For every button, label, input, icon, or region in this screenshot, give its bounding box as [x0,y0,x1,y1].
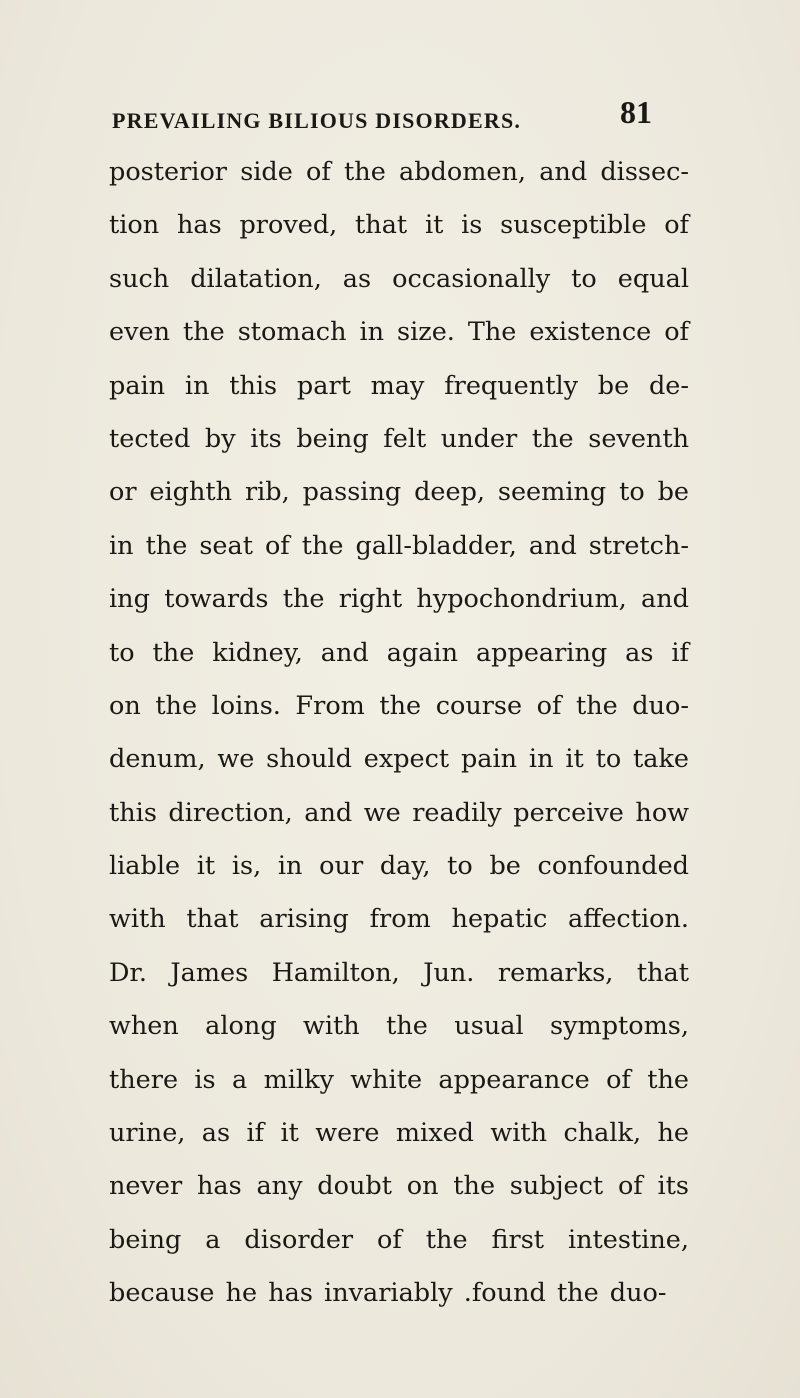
text-line: there is a milky white appearance of the [109,1064,689,1095]
text-line: pain in this part may frequently be de- [109,370,689,401]
page-number: 81 [620,94,652,130]
text-line: or eighth rib, passing deep, seeming to be [109,477,689,508]
text-line: in the seat of the gall-bladder, and stretch- [109,530,689,561]
text-line: on the loins. From the course of the duo- [109,690,689,721]
text-line: never has any doubt on the subject of its [109,1171,689,1202]
text-line: such dilatation, as occasionally to equal [109,263,689,294]
running-title: PREVAILING BILIOUS DISORDERS. [112,108,522,133]
text-line: to the kidney, and again appearing as if [109,637,689,668]
text-line: when along with the usual symptoms, [109,1011,689,1042]
text-line: being a disorder of the first intestine, [109,1224,689,1255]
text-line: Dr. James Hamilton, Jun. remarks, that [109,957,689,988]
text-line: denum, we should expect pain in it to take [109,744,689,775]
text-line: because he has invariably .found the duo- [109,1278,667,1309]
text-line: this direction, and we readily perceive how [109,797,689,828]
body-text [109,146,689,1321]
text-line: urine, as if it were mixed with chalk, he [109,1118,689,1149]
text-line: posterior side of the abdomen, and dissec- [109,157,689,187]
text-line: tected by its being felt under the seventh [109,423,689,454]
running-head [112,94,652,144]
text-line: even the stomach in size. The existence of [109,317,689,348]
text-line: liable it is, in our day, to be confounded [109,851,689,882]
text-line: ing towards the right hypochondrium, and [109,584,689,615]
text-line: with that arising from hepatic affection. [109,904,689,935]
text-line: tion has proved, that it is susceptible of [109,210,689,241]
